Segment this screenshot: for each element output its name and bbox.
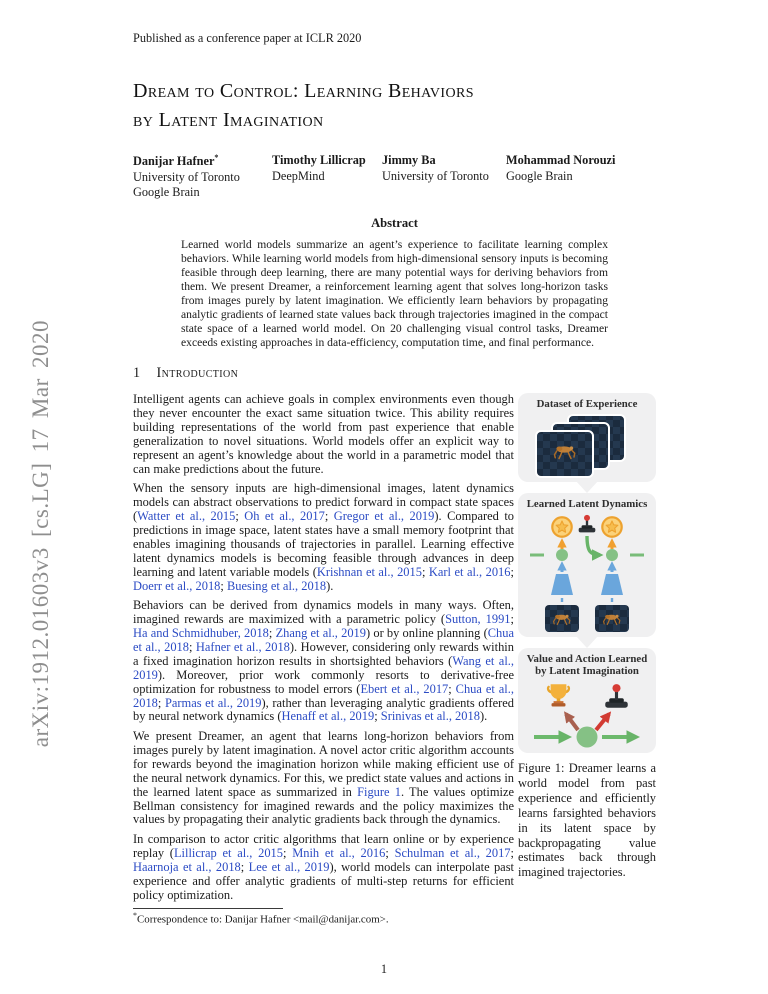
author-3 bbox=[382, 153, 506, 201]
citation-link[interactable]: Schulman et al., 2017 bbox=[394, 845, 511, 860]
joystick-icon bbox=[579, 515, 596, 533]
paragraph bbox=[133, 599, 514, 724]
text-run: When the sensory inputs are high-dimensional images, latent dynamics models can abstract observations to predict forward in compact state spaces ( bbox=[133, 481, 514, 524]
author-note: * bbox=[214, 152, 219, 162]
panel-connector-arrow bbox=[576, 481, 598, 493]
latent-state-icon bbox=[577, 726, 598, 747]
author-affiliation: University of Toronto bbox=[133, 169, 240, 184]
text-run: ), rather than leveraging analytic gradients offered by neural network dynamics ( bbox=[133, 695, 514, 724]
abstract-heading: Abstract bbox=[371, 216, 418, 231]
paper-title-line2: by Latent Imagination bbox=[133, 109, 324, 132]
citation-link[interactable]: Chua et al., 2018 bbox=[133, 681, 514, 710]
panel-title: Dataset of Experience bbox=[536, 398, 638, 411]
text-run: ). Moreover, prior work commonly resorts to derivative-free optimization for robustness to model errors ( bbox=[133, 667, 514, 696]
text-run: ; bbox=[283, 845, 293, 860]
section-number: 1 bbox=[133, 365, 141, 382]
author-name: Jimmy Ba bbox=[382, 152, 436, 167]
citation-link[interactable]: Wang et al., 2019 bbox=[133, 653, 514, 682]
paragraph bbox=[133, 482, 514, 593]
author-2 bbox=[272, 153, 382, 201]
value-arrow-icon bbox=[566, 714, 578, 730]
text-run: ). bbox=[326, 578, 334, 593]
citation-link[interactable]: Lee et al., 2019 bbox=[248, 859, 330, 874]
coin-icon bbox=[602, 517, 621, 536]
encoder-icon bbox=[551, 574, 573, 595]
figure-panel-dynamics bbox=[518, 493, 656, 637]
figure-panel-dataset bbox=[518, 393, 656, 481]
citation-link[interactable]: Figure 1 bbox=[357, 784, 401, 799]
text-run: ; bbox=[510, 612, 514, 627]
text-run: Intelligent agents can achieve goals in complex environments even though they never encounter the exact same situation twice. This ability requires building representations of the world from past experience that enable generalization to novel situations. World models offer an explicit way to represent an agent’s knowledge about the world in a parametric model that can make predictions about the future. bbox=[133, 392, 514, 476]
text-run: ), world models can interpolate past experience and offer analytic gradients of multi-step returns for efficient policy optimization. bbox=[133, 859, 515, 902]
citation-link[interactable]: Zhang et al., 2019 bbox=[275, 625, 366, 640]
author-name: Timothy Lillicrap bbox=[272, 152, 366, 167]
citation-link[interactable]: Krishnan et al., 2015 bbox=[316, 564, 422, 579]
citation-link[interactable]: Karl et al., 2016 bbox=[428, 564, 511, 579]
text-run: ; bbox=[421, 564, 429, 579]
action-arrow-icon bbox=[596, 714, 609, 730]
paper-title bbox=[133, 77, 656, 136]
latent-state-icon bbox=[556, 549, 568, 561]
text-run: ; bbox=[220, 578, 227, 593]
footnote-rule bbox=[133, 908, 283, 909]
text-run: Behaviors can be derived from dynamics models in many ways. Often, imagined rewards are maximized with a parametric policy ( bbox=[133, 598, 514, 627]
arxiv-watermark-text: arXiv:1912.01603v3 [cs.LG] 17 Mar 2020 bbox=[28, 320, 53, 748]
footnote-text: *Correspondence to: Danijar Hafner <mail@danijar.com>. bbox=[133, 910, 389, 926]
figure-panel-value-action bbox=[518, 648, 656, 753]
text-run: ; bbox=[385, 845, 395, 860]
paragraph bbox=[133, 730, 514, 827]
citation-link[interactable]: Chua et al., 2018 bbox=[133, 625, 514, 654]
transition-arrow-icon bbox=[587, 536, 600, 555]
abstract-text: Learned world models summarize an agent’s experience to facilitate learning complex behaviors. While learning world models from high-dimensional sensory inputs is becoming feasible through deep learning, there are many potential ways for deriving behaviors from them. We present Dreamer, a reinforcement learning agent that solves long-horizon tasks from images purely by latent imagination. We efficiently learn behaviors by propagating analytic gradients of learned state values back through trajectories imagined in the compact state space of a learned world model. On 20 challenging visual control tasks, Dreamer exceeds existing approaches in data-efficiency, computation time, and final performance. bbox=[181, 238, 608, 350]
conference-header: Published as a conference paper at ICLR 2020 bbox=[133, 31, 362, 45]
text-run: ; bbox=[240, 859, 249, 874]
paragraph bbox=[133, 833, 514, 903]
author-affiliation: Google Brain bbox=[506, 168, 573, 183]
paragraph bbox=[133, 393, 514, 477]
citation-link[interactable]: Hafner et al., 2018 bbox=[195, 639, 290, 654]
citation-link[interactable]: Lillicrap et al., 2015 bbox=[173, 845, 283, 860]
author-affiliation: Google Brain bbox=[133, 185, 200, 200]
text-run: ). However, considering only rewards within a fixed imagination horizon results in shortsighted behaviors ( bbox=[133, 639, 514, 668]
experience-cards-icon bbox=[522, 413, 652, 479]
coin-icon bbox=[552, 517, 571, 536]
text-run: In comparison to actor critic algorithms that learn online or by experience replay ( bbox=[133, 831, 514, 860]
citation-link[interactable]: Buesing et al., 2018 bbox=[226, 578, 327, 593]
page-content bbox=[133, 0, 656, 926]
author-4 bbox=[506, 153, 656, 201]
latent-state-icon bbox=[606, 549, 618, 561]
author-1 bbox=[133, 153, 272, 201]
author-affiliation: DeepMind bbox=[272, 168, 325, 183]
paper-title-line1: Dream to Control: Learning Behaviors bbox=[133, 80, 474, 102]
trophy-icon bbox=[547, 684, 570, 706]
citation-link[interactable]: Henaff et al., 2019 bbox=[281, 709, 375, 724]
body-text-column bbox=[133, 393, 514, 926]
footnote bbox=[133, 908, 514, 926]
citation-link[interactable]: Oh et al., 2017 bbox=[244, 509, 325, 524]
citation-link[interactable]: Srinivas et al., 2018 bbox=[380, 709, 480, 724]
text-run: We present Dreamer, an agent that learns long-horizon behaviors from images purely by latent imagination. A novel actor critic algorithm accounts for rewards beyond the imagination horizon while making efficient use of the neural network dynamics. For this, we predict state values and actions in the learned latent space as summarized in bbox=[133, 728, 514, 799]
text-run: ). Compared to predictions in image space, latent states have a small memory footprint that enables imagining thousands of trajectories in parallel. Learning effective latent dynamics models is becoming feasible through advances in deep learning and latent variable models ( bbox=[133, 509, 514, 579]
text-run: ; bbox=[268, 625, 276, 640]
citation-link[interactable]: Parmas et al., 2019 bbox=[164, 695, 262, 710]
text-run: ; bbox=[374, 709, 381, 724]
citation-link[interactable]: Ha and Schmidhuber, 2018 bbox=[133, 625, 269, 640]
text-run: ; bbox=[235, 509, 245, 524]
author-affiliation: University of Toronto bbox=[382, 168, 489, 183]
citation-link[interactable]: Watter et al., 2015 bbox=[137, 509, 236, 524]
citation-link[interactable]: Doerr et al., 2018 bbox=[133, 578, 221, 593]
citation-link[interactable]: Sutton, 1991 bbox=[445, 612, 511, 627]
panel-title: Value and Action Learned by Latent Imagination bbox=[526, 653, 648, 678]
citation-link[interactable]: Haarnoja et al., 2018 bbox=[133, 859, 241, 874]
citation-link[interactable]: Mnih et al., 2016 bbox=[292, 845, 386, 860]
author-block bbox=[133, 153, 656, 201]
text-run: . The values optimize Bellman consistency for imagined rewards and the policy maximizes the values by propagating their analytic gradients back through the dynamics. bbox=[133, 784, 515, 827]
citation-link[interactable]: Ebert et al., 2017 bbox=[360, 681, 449, 696]
text-run: ; bbox=[448, 681, 456, 696]
panel-connector-arrow bbox=[576, 636, 598, 648]
text-run: ; bbox=[188, 639, 196, 654]
citation-link[interactable]: Gregor et al., 2019 bbox=[333, 509, 435, 524]
arxiv-watermark bbox=[18, 278, 64, 790]
text-run: ; bbox=[324, 509, 334, 524]
text-run: ). bbox=[479, 709, 488, 724]
encoder-icon bbox=[601, 574, 623, 595]
text-run: ) or by online planning ( bbox=[366, 625, 488, 640]
joystick-icon bbox=[605, 684, 628, 708]
author-name: Mohammad Norouzi bbox=[506, 152, 616, 167]
figure-caption: Figure 1: Dreamer learns a world model from past experience and efficiently learns farsighted behaviors in its latent space by backpropagating value estimates back through imagined trajectories. bbox=[518, 760, 656, 880]
section-heading bbox=[133, 365, 656, 382]
text-run: ; bbox=[157, 695, 165, 710]
page-number: 1 bbox=[380, 962, 388, 976]
author-name: Danijar Hafner* bbox=[133, 152, 219, 168]
section-title: Introduction bbox=[156, 365, 239, 382]
text-run: ; bbox=[510, 845, 514, 860]
panel-title: Learned Latent Dynamics bbox=[526, 497, 648, 510]
text-run: ; bbox=[510, 564, 514, 579]
figure-1 bbox=[518, 393, 656, 926]
